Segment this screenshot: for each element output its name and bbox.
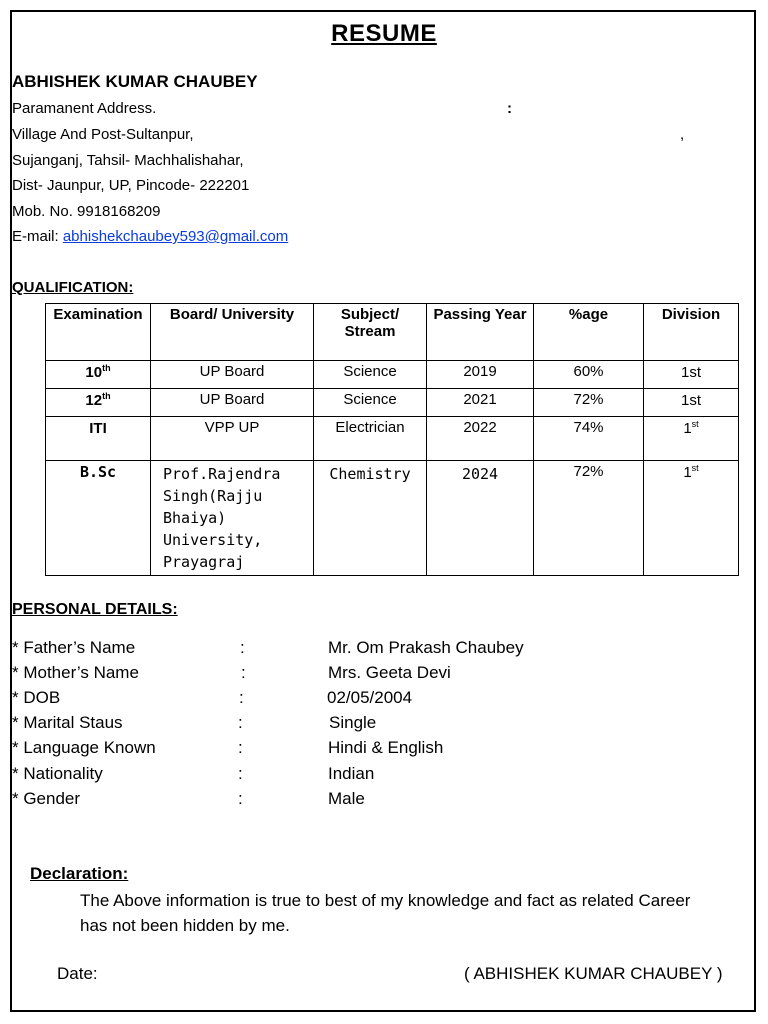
address-line-3: Dist- Jaunpur, UP, Pincode- 222201 xyxy=(12,177,250,194)
address-line-2: Sujanganj, Tahsil- Machhalishahar, xyxy=(12,152,244,169)
exam-cell: 10th xyxy=(46,361,151,389)
percentage-cell: 72% xyxy=(534,461,644,576)
pd-value: Indian xyxy=(328,764,375,783)
board-cell: Prof.Rajendra Singh(Rajju Bhaiya) University, Prayagraj xyxy=(151,461,314,576)
year-cell: 2021 xyxy=(427,389,534,417)
signature-name: ( ABHISHEK KUMAR CHAUBEY ) xyxy=(464,964,723,983)
pd-value: Male xyxy=(328,789,365,808)
pd-value: Hindi & English xyxy=(328,738,444,757)
pd-label: * Language Known xyxy=(12,738,156,757)
pd-colon: : xyxy=(238,713,243,732)
table-row xyxy=(46,417,739,461)
personal-details-heading: PERSONAL DETAILS: xyxy=(12,601,178,618)
candidate-name: ABHISHEK KUMAR CHAUBEY xyxy=(12,72,258,91)
division-cell: 1st xyxy=(644,461,739,576)
email-link[interactable]: abhishekchaubey593@gmail.com xyxy=(62,228,289,245)
subject-cell: Science xyxy=(314,389,427,417)
header-year: Passing Year xyxy=(427,304,534,361)
board-cell: UP Board xyxy=(151,389,314,417)
declaration-heading: Declaration: xyxy=(30,864,129,883)
page-title: RESUME xyxy=(331,20,437,47)
pd-colon: : xyxy=(239,688,244,707)
mobile-number: Mob. No. 9918168209 xyxy=(12,203,161,220)
division-cell: 1st xyxy=(644,417,739,461)
header-division: Division xyxy=(644,304,739,361)
table-row xyxy=(46,461,739,576)
address-label: Paramanent Address. xyxy=(12,100,157,117)
pd-colon: : xyxy=(238,764,243,783)
year-cell: 2024 xyxy=(427,461,534,576)
board-cell: UP Board xyxy=(151,361,314,389)
email-label: E-mail: xyxy=(12,228,63,245)
address-comma: , xyxy=(680,126,685,143)
pd-label: * Nationality xyxy=(12,764,103,783)
header-subject: Subject/ Stream xyxy=(314,304,427,361)
division-cell: 1st xyxy=(644,361,739,389)
qualification-heading: QUALIFICATION: xyxy=(12,279,134,296)
header-percentage: %age xyxy=(534,304,644,361)
address-line-1: Village And Post-Sultanpur, xyxy=(12,126,194,143)
subject-cell: Electrician xyxy=(314,417,427,461)
subject-cell: Chemistry xyxy=(314,461,427,576)
qualification-table xyxy=(45,303,739,576)
pd-value: Single xyxy=(329,713,377,732)
pd-colon: : xyxy=(241,663,246,682)
pd-label: * Father’s Name xyxy=(12,638,136,657)
percentage-cell: 60% xyxy=(534,361,644,389)
pd-label: * Gender xyxy=(12,789,81,808)
percentage-cell: 74% xyxy=(534,417,644,461)
board-cell: VPP UP xyxy=(151,417,314,461)
exam-cell: ITI xyxy=(46,417,151,461)
percentage-cell: 72% xyxy=(534,389,644,417)
pd-colon: : xyxy=(238,738,243,757)
pd-colon: : xyxy=(238,789,243,808)
exam-cell: B.Sc xyxy=(46,461,151,576)
declaration-text: The Above information is true to best of my knowledge and fact as related Career has not been hidden by me. xyxy=(80,891,691,935)
pd-label: * Marital Staus xyxy=(12,713,123,732)
pd-value: Mr. Om Prakash Chaubey xyxy=(328,638,524,657)
email-row xyxy=(12,228,288,245)
year-cell: 2022 xyxy=(427,417,534,461)
header-examination: Examination xyxy=(46,304,151,361)
pd-value: Mrs. Geeta Devi xyxy=(328,663,451,682)
table-header-row xyxy=(46,304,739,361)
pd-label: * Mother’s Name xyxy=(12,663,139,682)
subject-cell: Science xyxy=(314,361,427,389)
table-row xyxy=(46,389,739,417)
pd-value: 02/05/2004 xyxy=(327,688,413,707)
year-cell: 2019 xyxy=(427,361,534,389)
pd-label: * DOB xyxy=(12,688,61,707)
address-colon: : xyxy=(507,100,512,117)
exam-cell: 12th xyxy=(46,389,151,417)
header-board: Board/ University xyxy=(151,304,314,361)
table-row xyxy=(46,361,739,389)
date-label: Date: xyxy=(57,964,98,983)
pd-colon: : xyxy=(240,638,245,657)
division-cell: 1st xyxy=(644,389,739,417)
